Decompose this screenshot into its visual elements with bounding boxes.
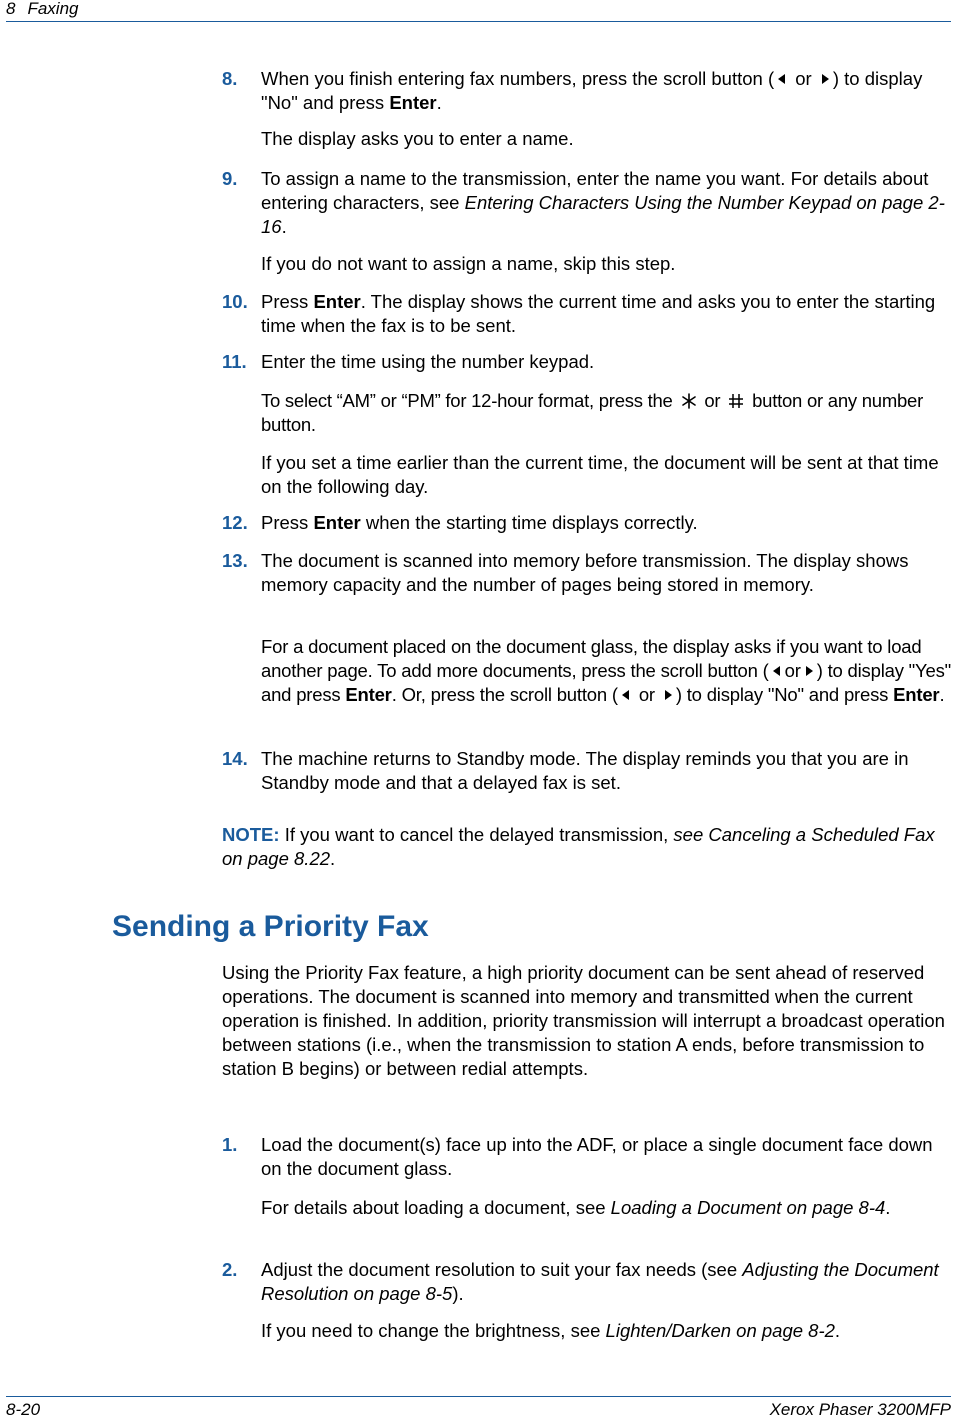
step-text: For a document placed on the document glass, the display asks if you want to load another page. To add more documents, press the scroll button (: [261, 636, 922, 681]
right-arrow-icon: [801, 663, 817, 679]
priority-step-1: [222, 1133, 952, 1181]
enter-key-label: Enter: [313, 512, 361, 533]
left-arrow-icon: [618, 687, 634, 703]
step-12: [222, 511, 952, 535]
punctuation: .: [834, 1320, 841, 1341]
step-text: button or any number button.: [261, 390, 923, 435]
step-number: 2.: [222, 1259, 238, 1280]
enter-key-label: Enter: [345, 684, 392, 705]
step-text: when the starting time displays correctly.: [360, 512, 698, 533]
step-11: [222, 350, 952, 374]
enter-key-label: Enter: [389, 92, 437, 113]
priority-step-1-note: [261, 1196, 953, 1220]
step-text: Press: [261, 291, 314, 312]
cross-reference: Lighten/Darken on page 8-2: [605, 1320, 835, 1341]
step-text: The document is scanned into memory before transmission. The display shows memory capacity and the number of pages being stored in memory.: [261, 550, 909, 595]
step-text: . Or, press the scroll button (: [391, 684, 618, 705]
step-9-note: If you do not want to assign a name, skip this step.: [261, 253, 676, 274]
step-text: ) to display "No" and press: [261, 68, 923, 113]
step-14: [222, 747, 952, 795]
punctuation: .: [281, 216, 287, 237]
punctuation: .: [436, 92, 442, 113]
section-intro: Using the Priority Fax feature, a high priority document can be sent ahead of reserved operations. The document is scanned into memory and transmitted when the current operation is finished. In addition, priority transmission will interrupt a broadcast operation between stations (i.e., when the transmission to station A ends, before transmission to station B begins) or between redial attempts.: [222, 962, 945, 1079]
step-10: [222, 290, 952, 338]
step-8: [222, 67, 952, 115]
step-13-note: [261, 635, 953, 707]
or-text: or: [795, 68, 812, 89]
step-text: Enter the time using the number keypad.: [261, 351, 595, 372]
step-text: ) to display "No" and press: [675, 684, 894, 705]
note-text: If you want to cancel the delayed transmission,: [279, 824, 674, 845]
step-number: 10.: [222, 291, 248, 312]
step-11-note-1: [261, 389, 953, 437]
enter-key-label: Enter: [313, 291, 361, 312]
step-number: 9.: [222, 168, 238, 189]
right-arrow-icon: [660, 687, 676, 703]
chapter-number: 8: [6, 0, 16, 18]
left-arrow-icon: [774, 71, 790, 87]
step-text: The machine returns to Standby mode. The display reminds you that you are in Standby mode and that a delayed fax is set.: [261, 748, 909, 793]
chapter-title: Faxing: [27, 0, 79, 18]
chapter-heading: [6, 0, 79, 17]
step-text: To assign a name to the transmission, enter the name you want. For details about entering characters, see: [261, 168, 929, 213]
step-number: 12.: [222, 512, 248, 533]
step-13: [222, 549, 952, 597]
step-8-note: The display asks you to enter a name.: [261, 128, 574, 149]
left-arrow-icon: [769, 663, 785, 679]
step-number: 11.: [222, 351, 247, 372]
step-text: If you need to change the brightness, see: [261, 1320, 606, 1341]
cross-reference: Entering Characters Using the Number Keypad on page 2-16: [261, 192, 945, 237]
cross-reference: see Canceling a Scheduled Fax on page 8.22: [222, 824, 935, 869]
step-11-note-2: If you set a time earlier than the current time, the document will be sent at that time on the following day.: [261, 452, 939, 497]
step-text: ) to display "Yes" and press: [261, 660, 951, 705]
or-text: or: [784, 660, 801, 681]
right-arrow-icon: [817, 71, 833, 87]
or-text: or: [704, 390, 721, 411]
priority-step-2: [222, 1258, 952, 1306]
step-number: 13.: [222, 550, 248, 571]
punctuation: .: [885, 1197, 891, 1218]
priority-step-2-note: [261, 1319, 953, 1343]
cross-reference: Adjusting the Document Resolution on page 8-5: [261, 1259, 939, 1304]
step-text: When you finish entering fax numbers, press the scroll button (: [261, 68, 775, 89]
enter-key-label: Enter: [893, 684, 940, 705]
punctuation: ).: [452, 1283, 464, 1304]
step-text: To select “AM” or “PM” for 12-hour format, press the: [261, 390, 673, 411]
step-text: Adjust the document resolution to suit your fax needs (see: [261, 1259, 743, 1280]
punctuation: .: [939, 684, 945, 705]
cross-reference: Loading a Document on page 8-4: [610, 1197, 886, 1218]
step-number: 1.: [222, 1134, 238, 1155]
star-key-icon: [680, 392, 698, 410]
step-text: . The display shows the current time and asks you to enter the starting time when the fax is to be sent.: [261, 291, 936, 336]
step-9: [222, 167, 952, 239]
page-header: [6, 0, 951, 22]
step-number: 14.: [222, 748, 248, 769]
section-title: Sending a Priority Fax: [112, 910, 429, 943]
page-number: 8-20: [6, 1400, 41, 1419]
step-number: 8.: [222, 68, 238, 89]
step-text: For details about loading a document, see: [261, 1197, 611, 1218]
pound-key-icon: [727, 392, 745, 410]
page-footer: [6, 1396, 951, 1419]
step-text: Press: [261, 512, 314, 533]
note: [222, 823, 952, 871]
step-text: Load the document(s) face up into the ADF, or place a single document face down on the document glass.: [261, 1134, 933, 1179]
note-label: NOTE:: [222, 824, 280, 845]
or-text: or: [638, 684, 655, 705]
product-name: Xerox Phaser 3200MFP: [769, 1400, 951, 1419]
punctuation: .: [330, 848, 336, 869]
